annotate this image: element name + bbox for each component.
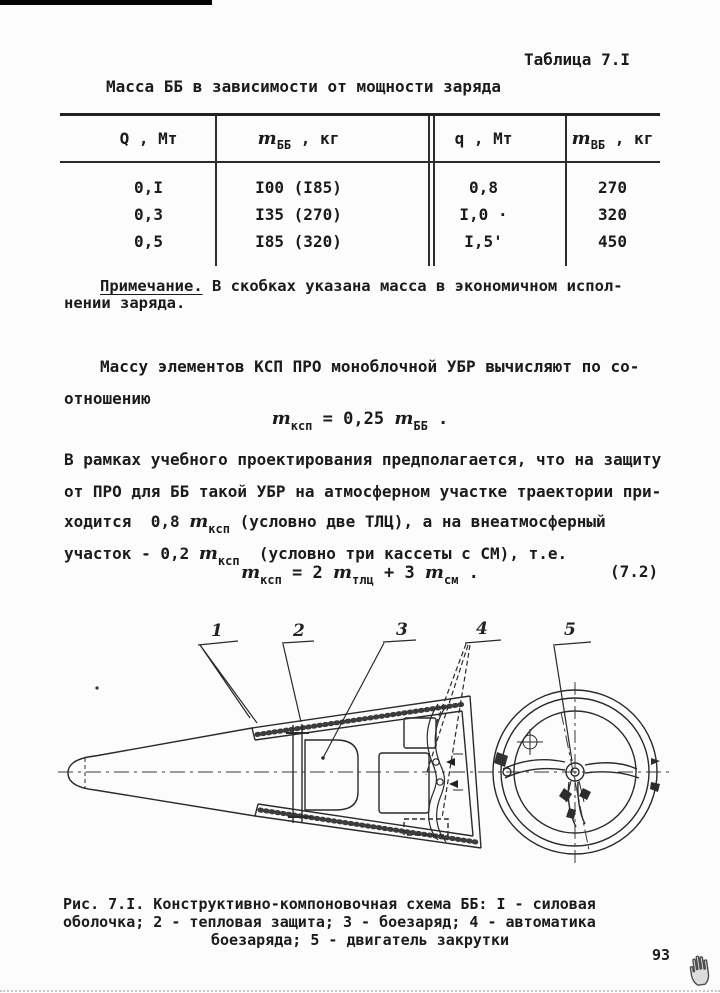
table-cell: 450 — [598, 232, 627, 251]
figure-label-5: 5 — [564, 620, 576, 640]
paragraph-line: ходится 0,8 $m_{ксп}$ (условно две ТЛЦ), а на внеатмосферный — [64, 511, 606, 536]
equation-number: (7.2) — [610, 562, 659, 581]
figure-label-4: 4 — [476, 619, 488, 639]
col-header-q1: Q , Мт — [119, 129, 178, 148]
paragraph-line: Массу элементов КСП ПРО моноблочной УБР вычисляют по со- — [100, 357, 640, 376]
table-cell: I,5' — [464, 232, 503, 251]
paragraph-line: участок - 0,2 $m_{ксп}$ (условно три кассеты с СМ), т.е. — [64, 543, 568, 568]
figure-label-1: 1 — [211, 621, 223, 641]
figure-caption-line: оболочка; 2 - тепловая защита; 3 - боезаряд; 4 - автоматика — [63, 913, 596, 931]
figure-caption-line: боезаряда; 5 - двигатель закрутки — [210, 931, 509, 949]
col-header-mbb2: m ВБ , кг — [571, 128, 654, 152]
automation-box-upper — [404, 718, 436, 748]
table-cell: I00 (I85) — [255, 178, 342, 197]
table-cell: I,0 · — [459, 205, 508, 224]
note-line-2: нении заряда. — [64, 294, 186, 312]
table-cell: I85 (320) — [255, 232, 342, 251]
paragraph-line: В рамках учебного проектирования предполагается, что на защиту — [64, 450, 662, 469]
note-label: Примечание. — [100, 277, 203, 295]
figure-warhead-schematic — [55, 612, 675, 880]
figure-label-2: 2 — [293, 621, 305, 641]
table-cell: 320 — [598, 205, 627, 224]
scan-artifact-bar — [0, 0, 212, 5]
rear-view-circle — [493, 682, 660, 864]
ring-fitting — [494, 752, 508, 767]
page-number: 93 — [652, 946, 671, 964]
table-cell: 0,5 — [134, 232, 163, 251]
formula-mksp: $m_{ксп} = 0,25$ $m_{ББ}$ . — [271, 408, 449, 433]
table-title: Масса ББ в зависимости от мощности заряда — [106, 77, 501, 96]
table-cell: 0,I — [134, 178, 163, 197]
automation-box-main — [379, 753, 429, 813]
leader-labels — [198, 619, 591, 818]
paragraph-line: от ПРО для ББ такой УБР на атмосферном участке траектории при- — [64, 482, 662, 501]
target-symbol — [517, 729, 543, 755]
rear-mechanism — [427, 704, 465, 842]
table-cell: I35 (270) — [255, 205, 342, 224]
scan-speck — [95, 686, 98, 689]
col-header-q2: q , Мт — [454, 129, 513, 148]
formula-7-2: $m_{ксп} = 2$ $m_{тлц} + 3$ $m_{см}$ . — [241, 562, 479, 587]
table-cell: 270 — [598, 178, 627, 197]
charge-box — [305, 740, 358, 810]
table-cell: 0,8 — [469, 178, 498, 197]
m-symbol: m — [257, 128, 277, 149]
note-line-1: Примечание. В скобках указана масса в экономичном испол- — [100, 277, 623, 295]
table-cell: 0,3 — [134, 205, 163, 224]
heat-shield-stipple — [257, 704, 465, 735]
paragraph-line: отношению — [64, 389, 151, 408]
table-number-label: Таблица 7.I — [524, 50, 630, 69]
figure-label-3: 3 — [396, 620, 408, 640]
mass-table — [60, 113, 660, 263]
hand-grab-cursor-icon — [684, 949, 717, 989]
figure-caption-line: Рис. 7.I. Конструктивно-компоновочная схема ББ: I - силовая — [63, 895, 596, 913]
col-header-mbb1: m ББ , кг — [257, 128, 340, 152]
page-bottom-edge — [0, 990, 720, 992]
m-symbol: m — [571, 128, 591, 149]
